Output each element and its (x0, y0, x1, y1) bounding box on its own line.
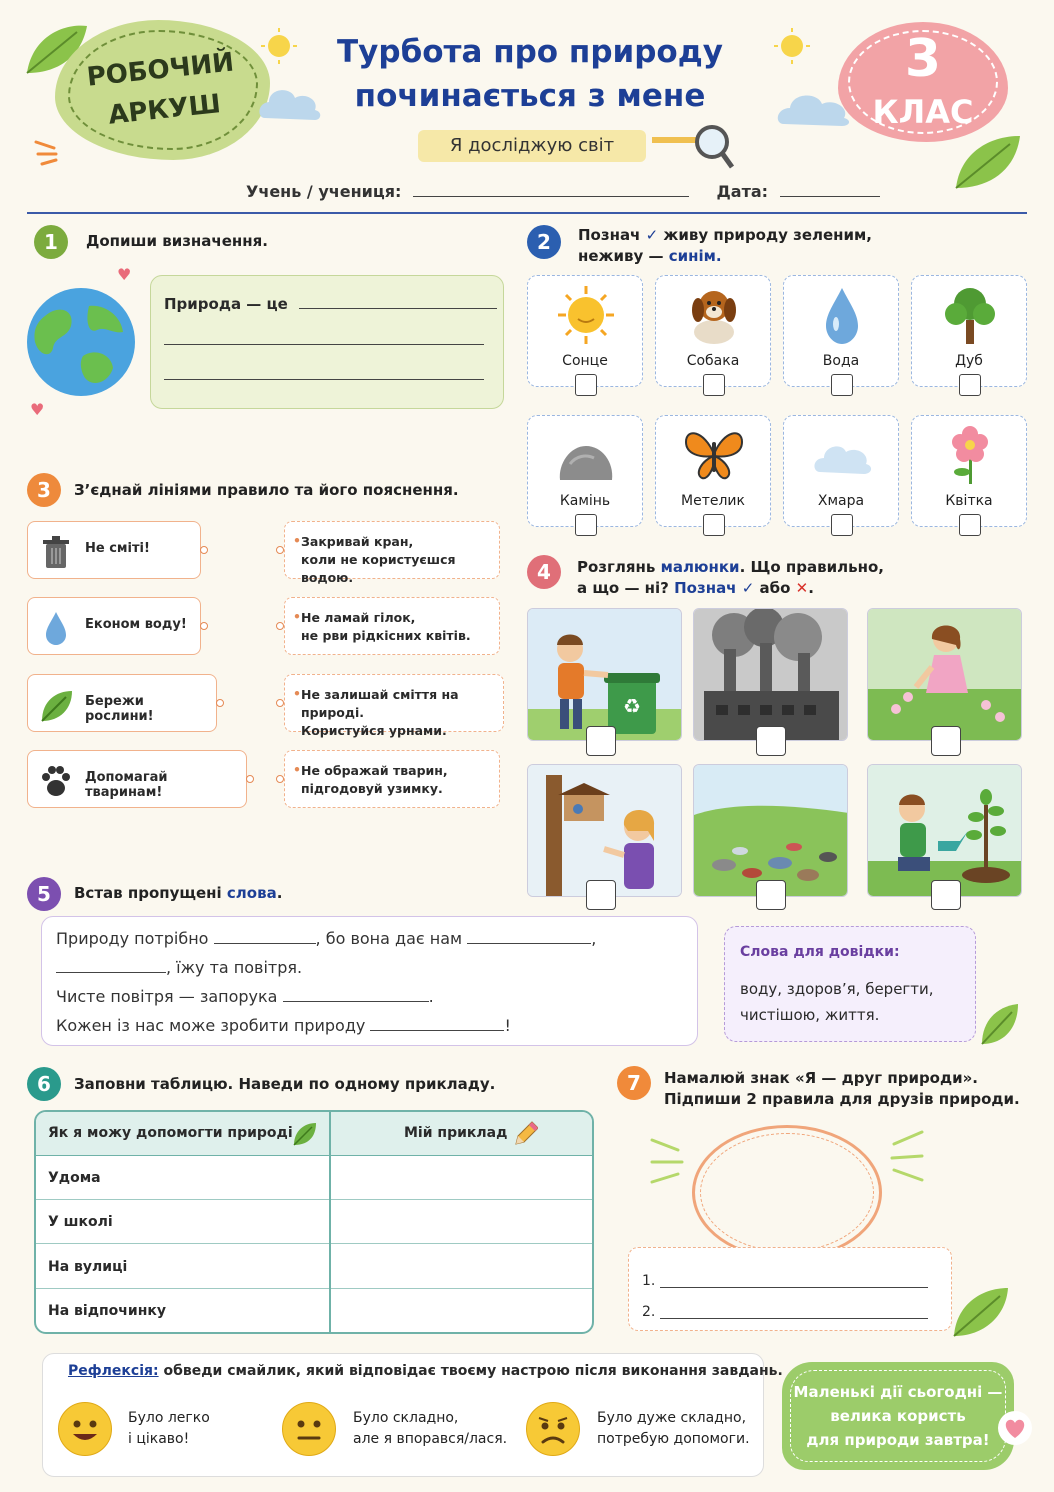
task5-title (74, 883, 282, 904)
explanation-line: коли не користуєшся водою. (301, 552, 456, 585)
task7-title-line2: Підпиши 2 правила для друзів природи. (664, 1090, 1020, 1108)
card-checkbox[interactable] (575, 374, 597, 396)
explanation-line: • Не ламай гілок, (301, 610, 416, 625)
happy-face-icon[interactable] (58, 1402, 112, 1456)
definition-prompt: Природа — це (164, 295, 288, 313)
picture-checkbox[interactable] (756, 880, 786, 910)
task4-title-part2: малюнки (660, 558, 740, 576)
word-bank-line: чистішою, життя. (740, 1006, 880, 1024)
student-name-field[interactable] (413, 196, 689, 197)
task2-title (578, 225, 872, 267)
fill-in-blank[interactable] (370, 1030, 504, 1031)
task5-title-part2: слова (226, 884, 277, 902)
date-label: Дата: (716, 182, 769, 201)
rays-left-icon (648, 1136, 688, 1190)
task7-title (664, 1068, 1020, 1110)
picture-checkbox[interactable] (931, 726, 961, 756)
rule-label: Не смітi! (85, 541, 150, 556)
task4-title-part6: або (759, 579, 791, 597)
reflection-label: Рефлексія: (68, 1363, 159, 1379)
oak-tree-icon (940, 284, 1000, 346)
boy-planting-tree-picture (867, 764, 1022, 897)
card-label: Квітка (945, 493, 993, 509)
earth-icon (25, 286, 137, 402)
connect-dot[interactable] (276, 775, 284, 783)
explanation-line: • Закривай кран, (301, 534, 414, 549)
task4-title-part4: а що — ні? (577, 579, 669, 597)
stone-icon (556, 424, 616, 486)
task4-title-part5: Познач (674, 579, 737, 597)
rule-number: 2. (642, 1304, 656, 1320)
task4-title-part3: . Що правильно, (739, 558, 884, 576)
sad-face-icon[interactable] (526, 1402, 580, 1456)
table-divider (329, 1112, 331, 1332)
fill-in-text: , (591, 929, 597, 948)
quote-line: велика користь (830, 1407, 966, 1425)
quote-line: Маленькі дії сьогодні — (793, 1383, 1003, 1401)
sparkle-icon (34, 132, 70, 170)
header-divider (27, 212, 1027, 214)
table-cell: У школі (48, 1214, 113, 1230)
rule-label: Допомагай тваринам! (85, 770, 168, 800)
answer-cell[interactable] (332, 1158, 592, 1198)
task2-title-part2: живу природу зеленим, (663, 226, 872, 244)
card-checkbox[interactable] (703, 374, 725, 396)
definition-line-2[interactable] (164, 344, 484, 345)
fill-in-line-1 (56, 929, 596, 948)
connect-dot[interactable] (246, 775, 254, 783)
factory-smoke-picture (693, 608, 848, 741)
flower-icon (940, 424, 1000, 486)
fill-in-blank[interactable] (467, 943, 591, 944)
girl-bird-feeder-picture (527, 764, 682, 897)
neutral-line: але я впорався/лася. (353, 1431, 508, 1447)
task2-title-part3: неживу — (578, 247, 664, 265)
answer-cell[interactable] (332, 1247, 592, 1287)
rays-right-icon (886, 1126, 926, 1190)
explanation-card (284, 674, 504, 738)
task4-number: 4 (527, 555, 561, 589)
table-header-cell: Мій приклад (404, 1125, 508, 1141)
water-drop-icon (38, 610, 74, 646)
explanation-line: • Не залишай сміття на природі. (301, 687, 459, 720)
fill-in-blank[interactable] (214, 943, 316, 944)
task3-title: З’єднай лініями правило та його пояснення. (74, 481, 459, 499)
explanation-line: підгодовуй узимку. (301, 781, 443, 796)
header-leaf-right (952, 130, 1024, 196)
explanation-line: не рви рідкісних квітів. (301, 628, 471, 643)
fill-in-text: , їжу та повітря. (166, 958, 303, 977)
rule-card (27, 597, 201, 655)
card-checkbox[interactable] (703, 514, 725, 536)
picture-checkbox[interactable] (756, 726, 786, 756)
task4-title-part1: Розглянь (577, 558, 656, 576)
card-label: Сонце (562, 353, 608, 369)
happy-text (128, 1408, 210, 1450)
nature-card (655, 415, 771, 527)
happy-line: і цікаво! (128, 1431, 190, 1447)
subtitle-badge (418, 130, 646, 162)
explanation-card (284, 750, 500, 808)
definition-row (164, 295, 497, 313)
table-cell: Удома (48, 1170, 101, 1186)
nature-card (911, 275, 1027, 387)
heart-icon (996, 1410, 1034, 1450)
littered-field-picture (693, 764, 848, 897)
cross-icon: ✕ (795, 579, 809, 597)
water-drop-icon (812, 284, 872, 346)
quote-line: для природи завтра! (806, 1431, 990, 1449)
title-line-1: Турбота про природу (337, 34, 723, 70)
fill-in-text: , бо вона дає нам (315, 929, 463, 948)
magnifier-icon (652, 120, 734, 176)
nature-card (783, 275, 899, 387)
page-title (300, 30, 760, 118)
rule-label: Економ воду! (85, 617, 187, 632)
date-field[interactable] (780, 196, 880, 197)
explanation-line: Користуйся урнами. (301, 723, 447, 738)
drawing-circle-inner (700, 1133, 874, 1252)
fill-in-line-4 (56, 1016, 511, 1035)
card-checkbox[interactable] (831, 514, 853, 536)
task6-number: 6 (27, 1067, 61, 1101)
task2-number: 2 (527, 225, 561, 259)
task2-title-part1: Познач (578, 226, 641, 244)
rule-line-1[interactable] (660, 1287, 928, 1288)
nature-card (911, 415, 1027, 527)
dog-icon (684, 284, 744, 346)
boy-recycling-picture (527, 608, 682, 741)
leaf-icon (292, 1121, 318, 1151)
fill-in-text: ! (504, 1016, 511, 1035)
butterfly-icon (684, 424, 744, 486)
quote-text (792, 1380, 1004, 1452)
grade-number: 3 (904, 29, 942, 89)
card-label: Дуб (955, 353, 983, 369)
table-header-cell: Як я можу допомогти природі (48, 1125, 293, 1141)
word-bank-title: Слова для довідки: (740, 944, 900, 960)
nature-card (527, 275, 643, 387)
badge-line-1: РОБОЧИЙ (85, 47, 236, 93)
fill-in-line-3 (56, 987, 434, 1006)
card-label: Камінь (559, 493, 611, 509)
leaf-icon (950, 1282, 1012, 1344)
task1-number: 1 (34, 225, 68, 259)
explanation-line: • Не ображай тварин, (301, 763, 448, 778)
badge-line-2: АРКУШ (107, 89, 223, 131)
card-label: Вода (822, 353, 860, 369)
reflection-row (68, 1363, 783, 1379)
answer-cell[interactable] (332, 1291, 592, 1331)
cloud-icon (812, 424, 872, 486)
explanation-card (284, 597, 500, 655)
neutral-face-icon[interactable] (282, 1402, 336, 1456)
grade-word: КЛАС (872, 93, 974, 131)
task1-title: Допиши визначення. (86, 232, 268, 250)
table-cell: На вулиці (48, 1259, 128, 1275)
neutral-text (353, 1408, 507, 1450)
card-label: Метелик (681, 493, 745, 509)
connect-dot[interactable] (276, 546, 284, 554)
sad-line: потребую допомоги. (597, 1431, 750, 1447)
table-cell: На відпочинку (48, 1303, 167, 1319)
picture-checkbox[interactable] (586, 726, 616, 756)
card-checkbox[interactable] (575, 514, 597, 536)
examples-table (34, 1110, 594, 1334)
fill-in-text: Кожен із нас може зробити природу (56, 1016, 366, 1035)
task3-number: 3 (27, 473, 61, 507)
rule-line-2[interactable] (660, 1318, 928, 1319)
connect-dot[interactable] (200, 546, 208, 554)
task5-number: 5 (27, 877, 61, 911)
picture-checkbox[interactable] (931, 880, 961, 910)
trash-can-icon (38, 534, 74, 570)
reflection-text: обведи смайлик, який відповідає твоєму настрою після виконання завдань. (163, 1363, 783, 1379)
rule-card (27, 750, 247, 808)
rule-card (27, 674, 217, 732)
connect-dot[interactable] (216, 699, 224, 707)
connect-dot[interactable] (276, 622, 284, 630)
picture-checkbox[interactable] (586, 880, 616, 910)
nature-card (527, 415, 643, 527)
student-label: Учень / учениця: (246, 182, 402, 201)
task4-title-end: . (808, 579, 814, 597)
nature-card (783, 415, 899, 527)
nature-card (655, 275, 771, 387)
sad-text (597, 1408, 750, 1450)
sun-icon (556, 284, 616, 346)
task5-title-end: . (276, 884, 283, 902)
fill-in-blank[interactable] (56, 972, 166, 973)
title-line-2: починається з мене (354, 78, 706, 114)
task2-title-part4: синім. (668, 247, 722, 265)
explanation-card (284, 521, 500, 585)
rule-card (27, 521, 201, 579)
neutral-line: Було складно, (353, 1410, 459, 1426)
connect-dot[interactable] (276, 699, 284, 707)
task6-title: Заповни таблицю. Наведи по одному прикладу. (74, 1075, 496, 1093)
leaf-icon (978, 1000, 1022, 1052)
leaf-icon (38, 687, 74, 723)
word-bank-line: воду, здоров’я, берегти, (740, 980, 934, 998)
rule-number: 1. (642, 1273, 656, 1289)
card-label: Собака (686, 353, 740, 369)
card-checkbox[interactable] (959, 514, 981, 536)
girl-flowers-picture (867, 608, 1022, 741)
heart-icon: ♥ (30, 400, 45, 419)
fill-in-line-2 (56, 958, 302, 977)
task4-title (577, 557, 884, 599)
happy-line: Було легко (128, 1410, 210, 1426)
paw-icon (38, 763, 74, 799)
task7-title-line1: Намалюй знак «Я — друг природи». (664, 1069, 979, 1087)
task5-title-part1: Встав пропущені (74, 884, 222, 902)
definition-line-3[interactable] (164, 379, 484, 380)
check-icon: ✓ (645, 226, 659, 244)
student-row (246, 182, 880, 201)
svg-text:♻: ♻ (623, 694, 641, 718)
heart-icon: ♥ (117, 265, 132, 284)
fill-in-text: Чисте повітря — запорука (56, 987, 278, 1006)
fill-in-text: . (428, 987, 434, 1006)
definition-line-1[interactable] (299, 308, 497, 309)
sad-line: Було дуже складно, (597, 1410, 747, 1426)
subtitle-text: Я досліджую світ (449, 135, 615, 156)
pencil-icon (512, 1120, 538, 1152)
check-icon: ✓ (741, 579, 755, 597)
card-checkbox[interactable] (959, 374, 981, 396)
connect-dot[interactable] (200, 622, 208, 630)
card-checkbox[interactable] (831, 374, 853, 396)
fill-in-text: Природу потрібно (56, 929, 209, 948)
fill-in-blank[interactable] (283, 1001, 429, 1002)
task7-number: 7 (617, 1066, 651, 1100)
rule-label: Бережи рослини! (85, 694, 154, 724)
answer-cell[interactable] (332, 1202, 592, 1242)
card-label: Хмара (817, 493, 865, 509)
